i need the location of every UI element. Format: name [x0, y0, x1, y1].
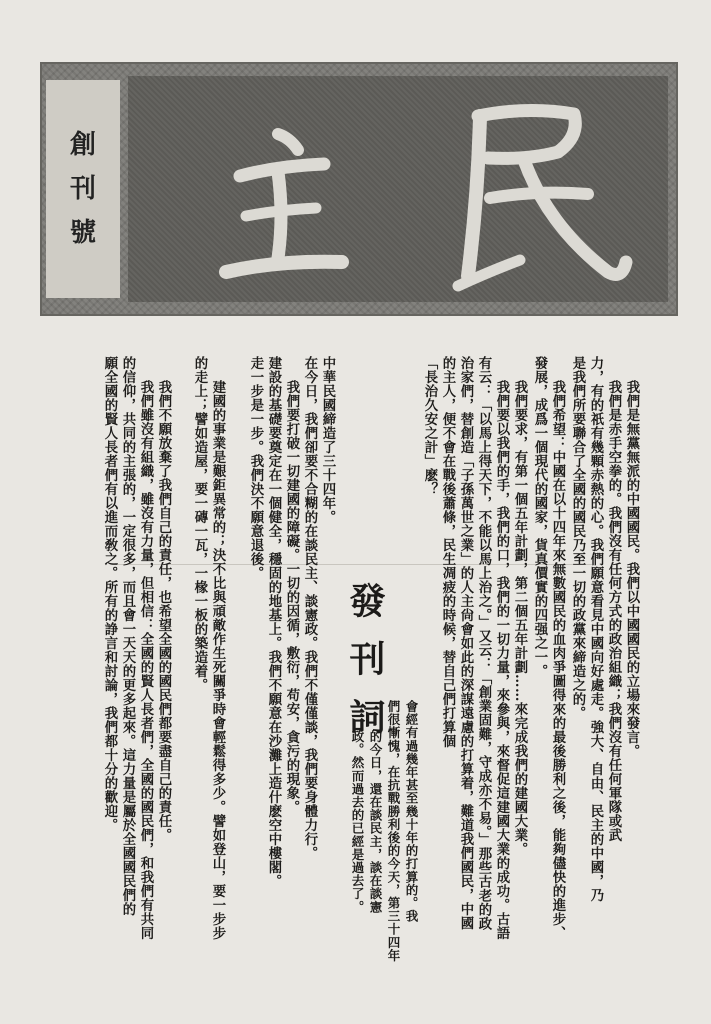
text-column: 走一步是一步。我們決不願意退後。 — [248, 356, 264, 580]
issue-label-char: 創 — [69, 130, 96, 160]
text-column: 我們要以我們的手，我們的口，我們的一切力量，來參與，來督促這建國大業的成功。古語 — [494, 380, 510, 940]
calligraphy-title-logo — [128, 76, 668, 302]
text-column: 會經有過幾年甚至幾十年的打算的。我 — [404, 700, 419, 923]
text-column: 我們是無黨無派的中國國民。我們以中國國民的立場來發言。 — [624, 380, 640, 758]
text-column: 的今日，還在談民主，談在談憲 — [368, 730, 383, 914]
masthead-banner — [40, 62, 678, 316]
text-column: 願全國的賢人長者們有以進而敎之。所有的諍言和討論，我們都十分的歡迎。 — [102, 356, 118, 832]
text-column: 政。然而過去的已經是過去了。 — [350, 730, 365, 914]
text-column: 治家們，替創造「子孫萬世之業」的人主尙會如此的深謀遠慮的打算着，難道我們國民，中國 — [458, 356, 474, 930]
text-column: 們很慚愧，在抗戰勝利後的今天，第三十四年 — [386, 700, 401, 962]
text-column: 建國的事業是艱鉅異常的；決不比與頑敵作生死關爭時會輕鬆得多少。譬如登山，要一步步 — [210, 380, 226, 940]
text-column: 發展，成爲一個現代的國家，貨真價實的四强之一。 — [532, 356, 548, 678]
text-column: 中華民國締造了三十四年。 — [320, 356, 336, 524]
text-column: 我們不願放棄了我們自己的責任，也希望全國的國民們都要盡自己的責任。 — [156, 380, 172, 842]
text-column: 我們是赤手空拳的。我們沒有任何方式的政治組織；我們沒有任何軍隊或武 — [606, 380, 622, 842]
text-column: 的信仰，共同的主張的，一定很多，而且會一天天的更多起來。這力量是屬於全國國民們的 — [120, 356, 136, 916]
text-column: 「長治久安之計」麽？ — [422, 356, 438, 496]
text-column: 有云：「以馬上得天下，不能以馬上治之。」又云：「創業固難，守成亦不易。」那些古老的政 — [476, 356, 492, 931]
article-title: 發刊詞 — [344, 582, 385, 756]
text-column: 建設的基礎要奠定在一個健全，穩固的地基上。我們不願意在沙灘上造什麽空中樓閣。 — [266, 356, 282, 888]
text-column: 我們要求，有第一個五年計劃，第二個五年計劃……來完成我們的建國大業。 — [512, 380, 528, 856]
issue-label-char: 號 — [69, 218, 96, 248]
text-column: 我們要打破一切建國的障礙。一切的因循，敷衍，苟安，貪污的現象。 — [284, 380, 300, 814]
text-column: 是我們所要聯合了全國的國民乃至一切的政黨來締造之的。 — [570, 356, 586, 720]
calligraphy-panel — [128, 76, 668, 302]
text-column: 的走上；譬如造屋，要一磚一瓦，一椽一板的築造着。 — [192, 356, 208, 692]
issue-label-char: 刊 — [69, 174, 96, 204]
text-column: 我們希望：中國在以十四年來無數國民的血肉爭圖得來的最後勝利之後，能夠儘快的進步、 — [550, 380, 566, 940]
issue-label — [46, 80, 120, 298]
text-column: 在今日，我們卻要不合糊的在談民主、談憲政。我們不僅僅談，我們要身體力行。 — [302, 356, 318, 860]
text-column: 力，有的祇有幾顆赤熱的心。我們願意看見中國向好處走。強大、自由、民主的中國，乃 — [588, 356, 604, 902]
text-column: 我們雖沒有組織，雖沒有力量，但相信：全國的賢人長者們，全國的國民們，和我們有共同 — [138, 380, 154, 940]
text-column: 的主人，便不會在戰後蕭條，民生凋疲的時候，替自己們打算個 — [440, 356, 456, 748]
